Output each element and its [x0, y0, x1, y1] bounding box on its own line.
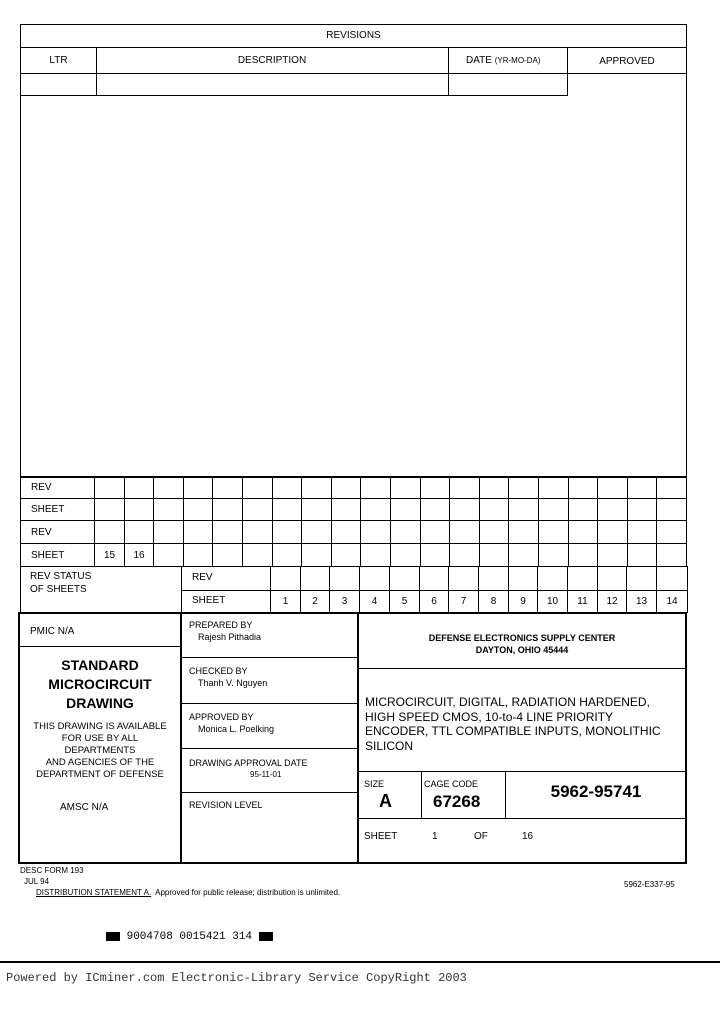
agency-city: DAYTON, OHIO 45444 [475, 645, 569, 655]
status-sheet-number: 3 [329, 590, 360, 613]
distribution-label: DISTRIBUTION STATEMENT A. [36, 888, 152, 897]
grid-cell [508, 476, 539, 499]
grid-cell [331, 520, 361, 544]
approved-label: APPROVED BY [189, 712, 254, 722]
col-approved: APPROVED [599, 56, 655, 67]
cage-label: CAGE CODE [424, 779, 479, 789]
of-label: OF [474, 831, 488, 842]
grid-cell [656, 476, 687, 499]
status-rev-cell [270, 566, 301, 591]
grid-cell [449, 520, 480, 544]
block-mark [106, 932, 120, 941]
grid-cell [449, 476, 480, 499]
desc-line: HIGH SPEED CMOS, 10-to-4 LINE PRIORITY [365, 709, 614, 724]
grid-cell [597, 476, 628, 499]
status-rev-cell [567, 566, 598, 591]
grid-cell [627, 543, 657, 567]
grid-cell [420, 543, 450, 567]
agency-name: DEFENSE ELECTRONICS SUPPLY CENTER [428, 633, 616, 643]
grid-cell [627, 520, 657, 544]
grid-cell [597, 543, 628, 567]
grid-cell [360, 543, 391, 567]
grid-cell [301, 520, 332, 544]
status-rev-cell [597, 566, 627, 591]
block-mark [259, 932, 273, 941]
checked-by: Thanh V. Nguyen [198, 678, 268, 688]
grid-cell [597, 520, 628, 544]
revision-level-label: REVISION LEVEL [189, 800, 263, 810]
grid-cell [242, 543, 273, 567]
barcode-line [106, 931, 273, 943]
grid-cell [627, 476, 657, 499]
grid-cell [212, 476, 243, 499]
status-rev-cell [419, 566, 449, 591]
document-code: 5962-E337-95 [624, 880, 675, 889]
status-rev-cell [508, 566, 538, 591]
form-number: DESC FORM 193 [20, 866, 84, 875]
grid-cell [568, 476, 598, 499]
distribution-statement [36, 888, 340, 897]
grid-cell [538, 520, 569, 544]
title-line: DRAWING [66, 695, 134, 711]
size-label: SIZE [364, 779, 385, 789]
grid-cell [183, 520, 213, 544]
status-sheet-number: 10 [537, 590, 568, 613]
status-sheet-number: 5 [389, 590, 420, 613]
amsc: AMSC N/A [60, 802, 109, 813]
status-sheet-number: 12 [597, 590, 627, 613]
approval-date-label: DRAWING APPROVAL DATE [189, 758, 308, 768]
grid-cell [183, 498, 213, 521]
status-rev-cell [300, 566, 330, 591]
note-line: AND AGENCIES OF THE [45, 757, 155, 768]
status-rev-cell [537, 566, 568, 591]
grid-row-label: SHEET [20, 498, 95, 521]
grid-cell [656, 543, 687, 567]
grid-cell [94, 498, 125, 521]
status-rev-label: REV [192, 572, 213, 583]
prepared-by: Rajesh Pithadia [198, 632, 262, 642]
grid-cell [301, 476, 332, 499]
grid-cell [508, 543, 539, 567]
grid-cell [124, 520, 154, 544]
grid-cell [272, 476, 302, 499]
rev-status-label: REV STATUS [30, 571, 92, 582]
grid-cell [479, 476, 509, 499]
pmic: PMIC N/A [30, 626, 75, 637]
grid-cell [124, 498, 154, 521]
grid-cell [242, 498, 273, 521]
grid-cell [153, 498, 184, 521]
grid-cell [212, 543, 243, 567]
grid-cell [272, 543, 302, 567]
grid-cell [479, 520, 509, 544]
col-ltr: LTR [49, 55, 68, 66]
grid-cell [242, 476, 273, 499]
grid-cell [331, 498, 361, 521]
desc-line: SILICON [365, 738, 414, 753]
grid-cell [331, 543, 361, 567]
grid-cell [479, 543, 509, 567]
status-sheet-number: 11 [567, 590, 598, 613]
note-line: FOR USE BY ALL [61, 733, 139, 744]
status-sheet-number: 14 [656, 590, 688, 613]
sheet-number: 1 [432, 831, 438, 842]
grid-cell [420, 476, 450, 499]
approved-by: Monica L. Poelking [198, 724, 275, 734]
title-line: STANDARD [61, 657, 139, 673]
grid-cell [627, 498, 657, 521]
availability-note [20, 721, 180, 781]
grid-cell [508, 520, 539, 544]
grid-cell [360, 476, 391, 499]
grid-cell [212, 520, 243, 544]
title-line: MICROCIRCUIT [48, 676, 152, 692]
note-line: DEPARTMENTS [64, 745, 136, 756]
approval-date: 95-11-01 [250, 770, 282, 779]
status-rev-cell [656, 566, 688, 591]
cage-code: 67268 [433, 792, 481, 811]
of-sheets-label: OF SHEETS [30, 584, 87, 595]
status-sheet-number: 1 [270, 590, 301, 613]
grid-cell [183, 543, 213, 567]
item-description [365, 695, 661, 753]
barcode-number: 9004708 0015421 314 [126, 931, 253, 943]
divider [357, 668, 687, 669]
sheet-total: 16 [522, 831, 534, 842]
form-date: JUL 94 [24, 877, 50, 886]
status-rev-cell [626, 566, 657, 591]
grid-cell [360, 498, 391, 521]
desc-line: MICROCIRCUIT, DIGITAL, RADIATION HARDENED, [365, 695, 650, 709]
grid-cell: 15 [94, 543, 125, 567]
sheet-label: SHEET [364, 831, 398, 842]
status-rev-cell [359, 566, 390, 591]
grid-cell [272, 520, 302, 544]
grid-cell [568, 498, 598, 521]
grid-cell [272, 498, 302, 521]
grid-cell [656, 498, 687, 521]
grid-cell [390, 498, 421, 521]
grid-cell [124, 476, 154, 499]
note-line: DEPARTMENT OF DEFENSE [36, 769, 164, 780]
grid-cell [538, 476, 569, 499]
prepared-label: PREPARED BY [189, 620, 253, 630]
status-rev-cell [389, 566, 420, 591]
grid-cell [568, 543, 598, 567]
grid-cell [301, 498, 332, 521]
status-sheet-label: SHEET [192, 595, 226, 606]
status-sheet-number: 13 [626, 590, 657, 613]
standard-drawing-title [20, 656, 180, 713]
grid-cell [479, 498, 509, 521]
distribution-text: Approved for public release; distribution is unlimited. [155, 888, 341, 897]
status-sheet-number: 7 [448, 590, 479, 613]
drawing-number: 5962-95741 [550, 782, 642, 801]
status-rev-cell [329, 566, 360, 591]
grid-cell [360, 520, 391, 544]
grid-cell [568, 520, 598, 544]
grid-cell [449, 498, 480, 521]
status-rev-cell [478, 566, 509, 591]
revisions-title: REVISIONS [326, 30, 381, 41]
grid-cell [390, 476, 421, 499]
status-rev-cell [448, 566, 479, 591]
grid-cell [212, 498, 243, 521]
grid-cell [508, 498, 539, 521]
desc-line: ENCODER, TTL COMPATIBLE INPUTS, MONOLITHIC [365, 724, 661, 738]
grid-cell [331, 476, 361, 499]
col-description: DESCRIPTION [237, 55, 307, 66]
grid-cell [390, 543, 421, 567]
status-sheet-number: 2 [300, 590, 330, 613]
grid-cell [420, 498, 450, 521]
status-sheet-number: 9 [508, 590, 538, 613]
grid-cell [538, 498, 569, 521]
grid-cell [153, 543, 184, 567]
grid-cell [153, 476, 184, 499]
grid-row-label: SHEET [20, 543, 95, 567]
status-sheet-number: 8 [478, 590, 509, 613]
grid-cell [597, 498, 628, 521]
grid-cell [183, 476, 213, 499]
status-sheet-number: 6 [419, 590, 449, 613]
checked-label: CHECKED BY [189, 666, 248, 676]
footer-rule [0, 961, 720, 963]
grid-cell [94, 476, 125, 499]
powered-by: Powered by ICminer.com Electronic-Library Service CopyRight 2003 [6, 971, 467, 985]
grid-row-label: REV [20, 520, 95, 544]
grid-cell: 16 [124, 543, 154, 567]
grid-cell [94, 520, 125, 544]
grid-cell [390, 520, 421, 544]
grid-cell [301, 543, 332, 567]
size: A [379, 791, 392, 811]
grid-cell [242, 520, 273, 544]
status-sheet-number: 4 [359, 590, 390, 613]
grid-cell [656, 520, 687, 544]
note-line: THIS DRAWING IS AVAILABLE [33, 721, 167, 732]
grid-cell [153, 520, 184, 544]
grid-cell [420, 520, 450, 544]
col-date: DATE (YR-MO-DA) [466, 55, 541, 66]
grid-cell [538, 543, 569, 567]
grid-row-label: REV [20, 476, 95, 499]
grid-cell [449, 543, 480, 567]
